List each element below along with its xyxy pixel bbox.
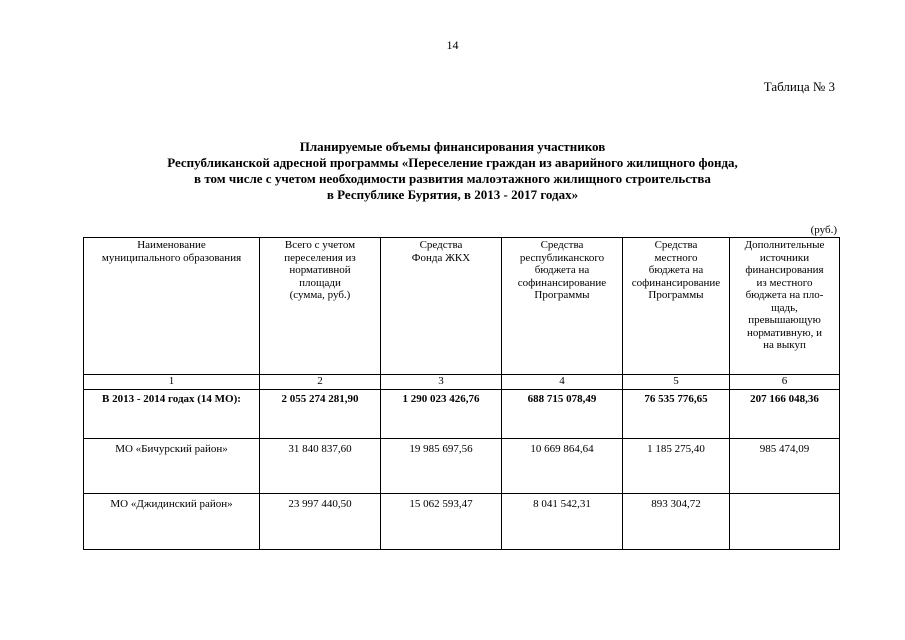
header-cell-total: Всего с учетом переселения из нормативной площади (сумма, руб.) [260,238,381,375]
title-line: Планируемые объемы финансирования участников [299,139,606,154]
cell-value: 893 304,72 [623,494,730,550]
title-line: в том числе с учетом необходимости развития малоэтажного жилищного строительства [194,171,711,186]
header-cell-republic-budget: Средства республиканского бюджета на софинансирование Программы [502,238,623,375]
cell-value: 10 669 864,64 [502,439,623,494]
municipality-name: МО «Бичурский район» [84,439,260,494]
total-value: 207 166 048,36 [730,390,840,439]
column-number: 2 [260,375,381,390]
cell-value: 23 997 440,50 [260,494,381,550]
financing-table [83,237,840,550]
cell-value: 8 041 542,31 [502,494,623,550]
column-number: 5 [623,375,730,390]
document-title [100,139,805,203]
page-number: 14 [446,38,459,52]
title-line: Республиканской адресной программы «Переселение граждан из аварийного жилищного фонда, [167,155,738,170]
column-number: 4 [502,375,623,390]
cell-value: 1 185 275,40 [623,439,730,494]
column-number: 3 [381,375,502,390]
column-number: 6 [730,375,840,390]
cell-value: 19 985 697,56 [381,439,502,494]
header-cell-fund: Средства Фонда ЖКХ [381,238,502,375]
table-row [84,494,840,550]
title-line: в Республике Бурятия, в 2013 - 2017 годах» [326,187,579,202]
column-number: 1 [84,375,260,390]
cell-value: 985 474,09 [730,439,840,494]
table-row [84,439,840,494]
header-cell-municipality: Наименование муниципального образования [84,238,260,375]
currency-unit: (руб.) [810,224,837,236]
cell-value: 31 840 837,60 [260,439,381,494]
municipality-name: МО «Джидинский район» [84,494,260,550]
total-label: В 2013 - 2014 годах (14 МО): [84,390,260,439]
column-number-row [84,375,840,390]
total-row [84,390,840,439]
header-row [84,238,840,375]
cell-value [730,494,840,550]
total-value: 2 055 274 281,90 [260,390,381,439]
total-value: 1 290 023 426,76 [381,390,502,439]
header-cell-local-budget: Средства местного бюджета на софинансирование Программы [623,238,730,375]
total-value: 76 535 776,65 [623,390,730,439]
header-cell-additional-sources: Дополнительные источники финансирования из местного бюджета на пло- щадь, превышающую нормативную, и на выкуп [730,238,840,375]
table-label: Таблица № 3 [763,79,835,94]
cell-value: 15 062 593,47 [381,494,502,550]
total-value: 688 715 078,49 [502,390,623,439]
